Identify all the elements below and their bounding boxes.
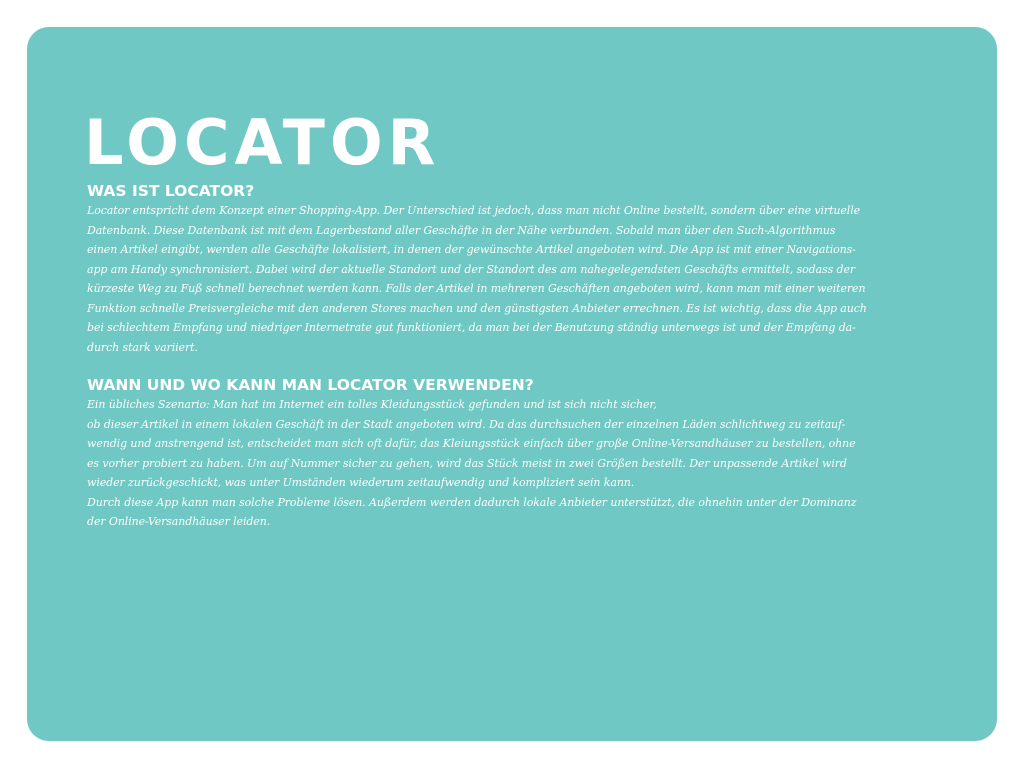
paragraph-line: Ein übliches Szenario: Man hat im Internet ein tolles Kleidungsstück gefunden und ist sich nicht sicher,: [87, 398, 657, 411]
section-heading: WANN UND WO KANN MAN LOCATOR VERWENDEN?: [87, 376, 534, 394]
paragraph-line: wendig und anstrengend ist, entscheidet man sich oft dafür, das Kleiungsstück einfach über große Online-Versandhäuser zu bestellen, ohne: [87, 437, 856, 450]
section-what-is-locator: [87, 181, 942, 357]
paragraph-line: wieder zurückgeschickt, was unter Umständen wiederum zeitaufwendig und kompliziert sein kann.: [87, 476, 635, 489]
section-paragraph: [87, 395, 942, 532]
paragraph-line: bei schlechtem Empfang und niedriger Internetrate gut funktioniert, da man bei der Benutzung ständig unterwegs ist und der Empfang da-: [87, 321, 856, 334]
paragraph-line: es vorher probiert zu haben. Um auf Nummer sicher zu gehen, wird das Stück meist in zwei Größen bestellt. Der unpassende Artikel wird: [87, 456, 847, 470]
page-title: LOCATOR: [84, 106, 441, 179]
paragraph-line: Datenbank. Diese Datenbank ist mit dem Lagerbestand aller Geschäfte in der Nähe verbunden. Sobald man über den Such-Algorithmus: [87, 223, 836, 237]
paragraph-line: Durch diese App kann man solche Probleme lösen. Außerdem werden dadurch lokale Anbieter unterstützt, die ohnehin unter der Dominanz: [87, 495, 857, 509]
paragraph-line: der Online-Versandhäuser leiden.: [87, 515, 271, 528]
paragraph-line: kürzeste Weg zu Fuß schnell berechnet werden kann. Falls der Artikel in mehreren Geschäften angeboten wird, kann man mit einer weiteren: [87, 282, 866, 295]
paragraph-line: einen Artikel eingibt, werden alle Geschäfte lokalisiert, in denen der gewünschte Artikel angeboten wird. Die App ist mit einer Navigations-: [87, 243, 856, 256]
section-heading: WAS IST LOCATOR?: [87, 182, 255, 200]
section-paragraph: [87, 201, 942, 357]
paragraph-line: Locator entspricht dem Konzept einer Shopping-App. Der Unterschied ist jedoch, dass man nicht Online bestellt, sondern über eine virtuelle: [87, 204, 861, 217]
section-when-and-where: [87, 375, 942, 532]
paragraph-line: Funktion schnelle Preisvergleiche mit den anderen Stores machen und den günstigsten Anbieter errechnen. Es ist wichtig, dass die App auch: [87, 301, 867, 315]
paragraph-line: ob dieser Artikel in einem lokalen Geschäft in der Stadt angeboten wird. Da das durchsuchen der einzelnen Läden schlichtweg zu zeitauf-: [87, 417, 846, 431]
paragraph-line: durch stark variiert.: [87, 340, 198, 354]
paragraph-line: app am Handy synchronisiert. Dabei wird der aktuelle Standort und der Standort des am nahegelegendsten Geschäfts ermittelt, sodass der: [87, 262, 856, 276]
